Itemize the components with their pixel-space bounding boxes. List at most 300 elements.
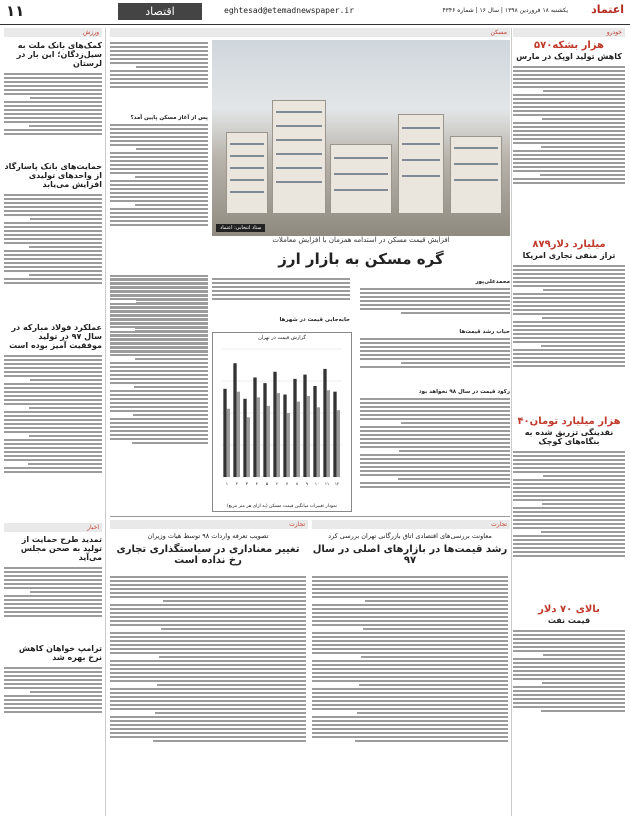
body-text	[4, 71, 102, 161]
text-line	[28, 463, 102, 465]
text-line	[110, 338, 208, 340]
main-sub4: رکود قیمت در سال ۹۸ نخواهد بود	[418, 389, 510, 395]
text-line	[4, 105, 102, 107]
text-line	[513, 66, 625, 68]
text-line	[29, 246, 102, 248]
text-line	[110, 200, 208, 202]
text-line	[312, 692, 508, 694]
text-line	[4, 447, 102, 449]
text-line	[4, 471, 102, 473]
text-line	[4, 383, 102, 385]
text-line	[110, 584, 306, 586]
text-line	[110, 608, 306, 610]
text-line	[312, 732, 508, 734]
text-line	[360, 462, 510, 464]
text-line	[4, 699, 102, 701]
text-line	[513, 305, 625, 307]
text-line	[513, 650, 625, 652]
text-line	[401, 422, 511, 424]
text-line	[4, 371, 102, 373]
text-line	[4, 395, 102, 397]
text-line	[513, 142, 625, 144]
text-line	[110, 136, 208, 138]
text-line	[360, 354, 510, 356]
text-line	[312, 680, 508, 682]
body-text	[312, 574, 508, 814]
text-line	[360, 426, 510, 428]
text-line	[513, 126, 625, 128]
text-line	[513, 170, 625, 172]
text-line	[363, 628, 508, 630]
text-line	[360, 466, 510, 468]
text-line	[312, 664, 508, 666]
text-line	[541, 146, 625, 148]
chart-bar	[257, 397, 260, 477]
text-line	[360, 458, 510, 460]
text-line	[360, 300, 510, 302]
text-line	[4, 459, 102, 461]
text-line	[110, 310, 208, 312]
text-line	[312, 612, 508, 614]
text-line	[4, 202, 102, 204]
text-line	[513, 102, 625, 104]
text-line	[4, 194, 102, 196]
text-line	[110, 580, 306, 582]
left-h1: کمک‌های بانک ملت به سیل‌زدگان؛ این بار در لرستان	[16, 41, 102, 68]
text-line	[110, 216, 208, 218]
text-line	[513, 487, 625, 489]
text-line	[513, 82, 625, 84]
text-line	[4, 683, 102, 685]
bottom-right-headline: رشد قیمت‌ها در بازارهای اصلی در سال ۹۷	[312, 544, 508, 566]
main-col-mid	[212, 276, 350, 324]
text-line	[541, 531, 625, 533]
main-byline: محمدعلی‌پور	[475, 279, 510, 285]
main-col-left2	[110, 276, 208, 512]
text-line	[513, 630, 625, 632]
text-line	[110, 314, 208, 316]
text-line	[312, 668, 508, 670]
text-line	[365, 600, 508, 602]
chart-bar	[313, 386, 316, 477]
text-line	[110, 366, 208, 368]
text-line	[110, 636, 306, 638]
text-line	[110, 160, 208, 162]
body-text	[513, 263, 625, 413]
text-line	[513, 674, 625, 676]
text-line	[401, 312, 511, 314]
body-text	[4, 565, 102, 643]
chart-svg	[214, 345, 350, 495]
bottom-mid-bar: تجارت	[110, 520, 308, 529]
right-s4-subhead: قیمت نفت	[547, 616, 591, 625]
text-line	[355, 740, 508, 742]
text-line	[543, 475, 625, 477]
text-line	[30, 379, 102, 381]
text-line	[513, 273, 625, 275]
text-line	[110, 188, 208, 190]
text-line	[513, 361, 625, 363]
text-line	[110, 612, 306, 614]
text-line	[4, 262, 102, 264]
text-line	[513, 353, 625, 355]
text-line	[110, 354, 208, 356]
chart-bar	[283, 395, 286, 477]
text-line	[110, 196, 208, 198]
body-text	[110, 276, 208, 512]
text-line	[4, 214, 102, 216]
text-line	[513, 269, 625, 271]
text-line	[4, 359, 102, 361]
text-line	[513, 467, 625, 469]
text-line	[110, 652, 306, 654]
body-text	[110, 122, 208, 270]
text-line	[4, 595, 102, 597]
text-line	[513, 333, 625, 335]
text-line	[312, 660, 508, 662]
text-line	[513, 265, 625, 267]
text-line	[110, 342, 208, 344]
text-line	[4, 73, 102, 75]
text-line	[513, 471, 625, 473]
main-kicker: افزایش قیمت مسکن در استدامه همزمان با افزایش معاملات	[272, 236, 450, 244]
text-line	[110, 322, 208, 324]
text-line	[212, 294, 350, 296]
text-line	[133, 414, 208, 416]
text-line	[513, 154, 625, 156]
text-line	[4, 234, 102, 236]
main-col-right	[360, 276, 510, 526]
text-line	[513, 666, 625, 668]
text-line	[29, 407, 102, 409]
bottom-right-kicker: معاونت بررسی‌های اقتصادی اتاق بازرگانی تهران بررسی کرد	[328, 532, 492, 540]
text-line	[312, 580, 508, 582]
text-line	[513, 138, 625, 140]
text-line	[4, 587, 102, 589]
text-line	[4, 687, 102, 689]
text-line	[4, 579, 102, 581]
text-line	[4, 238, 102, 240]
text-line	[312, 640, 508, 642]
text-line	[110, 346, 208, 348]
text-line	[312, 644, 508, 646]
text-line	[4, 411, 102, 413]
text-line	[159, 656, 306, 658]
text-line	[161, 628, 306, 630]
text-line	[360, 296, 510, 298]
text-line	[4, 387, 102, 389]
text-line	[163, 600, 306, 602]
text-line	[513, 309, 625, 311]
text-line	[360, 438, 510, 440]
text-line	[312, 584, 508, 586]
text-line	[360, 366, 510, 368]
main-section-bar: مسکن	[110, 28, 510, 37]
text-line	[110, 374, 208, 376]
chart-bar	[323, 369, 326, 477]
text-line	[212, 298, 350, 300]
text-line	[110, 132, 208, 134]
text-line	[312, 616, 508, 618]
text-line	[4, 439, 102, 441]
text-line	[513, 178, 625, 180]
text-line	[29, 435, 103, 437]
text-line	[4, 133, 102, 135]
left-column	[4, 28, 102, 735]
text-line	[4, 101, 102, 103]
text-line	[29, 274, 103, 276]
text-line	[4, 266, 102, 268]
text-line	[110, 362, 208, 364]
chart-bar	[227, 409, 230, 477]
text-line	[4, 117, 102, 119]
text-line	[110, 724, 306, 726]
text-line	[360, 434, 510, 436]
text-line	[110, 390, 208, 392]
text-line	[360, 470, 510, 472]
right-s2-subhead: تراز منفی تجاری امریکا	[522, 251, 616, 260]
text-line	[110, 172, 208, 174]
text-line	[513, 86, 625, 88]
text-line	[398, 478, 511, 480]
text-line	[4, 603, 102, 605]
text-line	[513, 106, 625, 108]
body-text	[110, 40, 208, 112]
text-line	[312, 620, 508, 622]
section-email[interactable]: eghtesad@etemadnewspaper.ir	[224, 6, 355, 15]
text-line	[513, 698, 625, 700]
text-line	[4, 375, 102, 377]
text-line	[513, 297, 625, 299]
text-line	[312, 672, 508, 674]
text-line	[513, 349, 625, 351]
text-line	[136, 302, 208, 304]
text-line	[4, 575, 102, 577]
text-line	[513, 539, 625, 541]
text-line	[110, 692, 306, 694]
text-line	[4, 77, 102, 79]
text-line	[110, 70, 208, 72]
text-line	[513, 162, 625, 164]
text-line	[110, 716, 306, 718]
main-headline: گره مسکن به بازار ارز	[278, 250, 444, 268]
text-line	[110, 378, 208, 380]
body-text	[4, 665, 102, 735]
text-line	[513, 670, 625, 672]
text-line	[110, 644, 306, 646]
text-line	[513, 523, 625, 525]
text-line	[4, 129, 102, 131]
chart-bar	[273, 372, 276, 477]
text-line	[212, 290, 350, 292]
text-line	[110, 220, 208, 222]
right-s2-headline: ۸۷۹میلیارد دلار	[532, 239, 606, 250]
text-line	[110, 394, 208, 396]
text-line	[312, 696, 508, 698]
text-line	[542, 682, 625, 684]
text-line	[110, 632, 306, 634]
text-line	[110, 648, 306, 650]
text-line	[4, 355, 102, 357]
text-line	[110, 326, 208, 328]
text-line	[4, 282, 102, 284]
text-line	[4, 258, 102, 260]
text-line	[110, 672, 306, 674]
text-line	[110, 128, 208, 130]
text-line	[110, 382, 208, 384]
text-line	[4, 443, 102, 445]
text-line	[110, 616, 306, 618]
text-line	[513, 114, 625, 116]
text-line	[4, 210, 102, 212]
text-line	[110, 728, 306, 730]
text-line	[110, 370, 208, 372]
text-line	[543, 289, 625, 291]
text-line	[312, 728, 508, 730]
text-line	[540, 174, 625, 176]
text-line	[110, 74, 208, 76]
text-line	[110, 334, 208, 336]
chart-bar	[287, 413, 290, 477]
text-line	[110, 192, 208, 194]
chart-title: گزارش قیمت در تهران	[258, 335, 306, 341]
left-h4: تمدید طرح حمایت از تولید به صحن مجلس می‌آید	[20, 535, 102, 562]
text-line	[513, 451, 625, 453]
chart-bar	[223, 389, 226, 477]
text-line	[4, 226, 102, 228]
text-line	[4, 270, 102, 272]
text-line	[513, 301, 625, 303]
chart-bar	[317, 407, 320, 477]
text-line	[153, 740, 306, 742]
main-sub3: حباب رشد قیمت‌ها	[459, 329, 510, 335]
chart-bar	[297, 402, 300, 477]
text-line	[312, 596, 508, 598]
text-line	[110, 406, 208, 408]
text-line	[312, 708, 508, 710]
text-line	[110, 664, 306, 666]
right-column-bar: خودرو	[513, 28, 625, 37]
text-line	[513, 519, 625, 521]
text-line	[513, 642, 625, 644]
text-line	[513, 638, 625, 640]
text-line	[513, 495, 625, 497]
text-line	[4, 667, 102, 669]
text-line	[110, 152, 208, 154]
left-h3: عملکرد فولاد مبارکه در سال ۹۷ در تولید موفقیت آمیز بوده است	[9, 323, 102, 350]
text-line	[513, 166, 625, 168]
text-line	[4, 707, 102, 709]
text-line	[312, 652, 508, 654]
text-line	[513, 634, 625, 636]
page-number: ۱۱	[6, 2, 25, 20]
text-line	[4, 242, 102, 244]
text-line	[312, 724, 508, 726]
chart-tick-label: ۶	[275, 481, 279, 486]
text-line	[543, 90, 625, 92]
text-line	[360, 308, 510, 310]
text-line	[136, 148, 208, 150]
text-line	[513, 321, 625, 323]
chart-tick-label: ۱	[225, 481, 229, 486]
price-chart	[212, 332, 352, 512]
text-line	[513, 543, 625, 545]
text-line	[30, 97, 102, 99]
chart-bar	[243, 399, 246, 477]
text-line	[110, 164, 208, 166]
text-line	[4, 93, 102, 95]
text-line	[110, 676, 306, 678]
text-line	[312, 608, 508, 610]
text-line	[513, 285, 625, 287]
text-line	[110, 700, 306, 702]
text-line	[4, 451, 102, 453]
chart-tick-label: ۹	[305, 481, 309, 486]
text-line	[110, 294, 208, 296]
text-line	[513, 555, 625, 557]
text-line	[4, 278, 102, 280]
text-line	[110, 212, 208, 214]
text-line	[4, 615, 102, 617]
body-text	[513, 449, 625, 601]
text-line	[4, 467, 102, 469]
text-line	[360, 414, 510, 416]
text-line	[513, 313, 625, 315]
body-text	[360, 336, 510, 386]
text-line	[110, 588, 306, 590]
text-line	[360, 486, 510, 488]
body-text	[360, 286, 510, 326]
text-line	[212, 282, 350, 284]
text-line	[4, 206, 102, 208]
left-column-bar-2: اخبار	[4, 523, 102, 532]
text-line	[110, 86, 208, 88]
text-line	[360, 474, 510, 476]
text-line	[360, 346, 510, 348]
text-line	[110, 208, 208, 210]
text-line	[513, 690, 625, 692]
text-line	[360, 418, 510, 420]
chart-bar	[237, 392, 240, 477]
text-line	[360, 442, 510, 444]
text-line	[110, 306, 208, 308]
chart-tick-label: ۸	[295, 481, 299, 486]
text-line	[110, 418, 208, 420]
text-line	[312, 716, 508, 718]
text-line	[513, 78, 625, 80]
right-s3-headline: ۴۰هزار میلیارد تومان	[517, 416, 621, 427]
text-line	[312, 632, 508, 634]
text-line	[110, 156, 208, 158]
text-line	[110, 736, 306, 738]
text-line	[110, 620, 306, 622]
text-line	[4, 363, 102, 365]
text-line	[110, 732, 306, 734]
text-line	[513, 686, 625, 688]
text-line	[312, 588, 508, 590]
right-s4-headline: بالای ۷۰ دلار	[538, 604, 600, 615]
text-line	[4, 427, 102, 429]
text-line	[513, 277, 625, 279]
text-line	[110, 688, 306, 690]
page-header	[0, 0, 630, 25]
text-line	[4, 391, 102, 393]
text-line	[513, 527, 625, 529]
right-s3-subhead: نقدینگی تزریق شده به بنگاه‌های کوچک	[524, 428, 614, 446]
text-line	[360, 338, 510, 340]
text-line	[360, 398, 510, 400]
body-text	[360, 396, 510, 526]
